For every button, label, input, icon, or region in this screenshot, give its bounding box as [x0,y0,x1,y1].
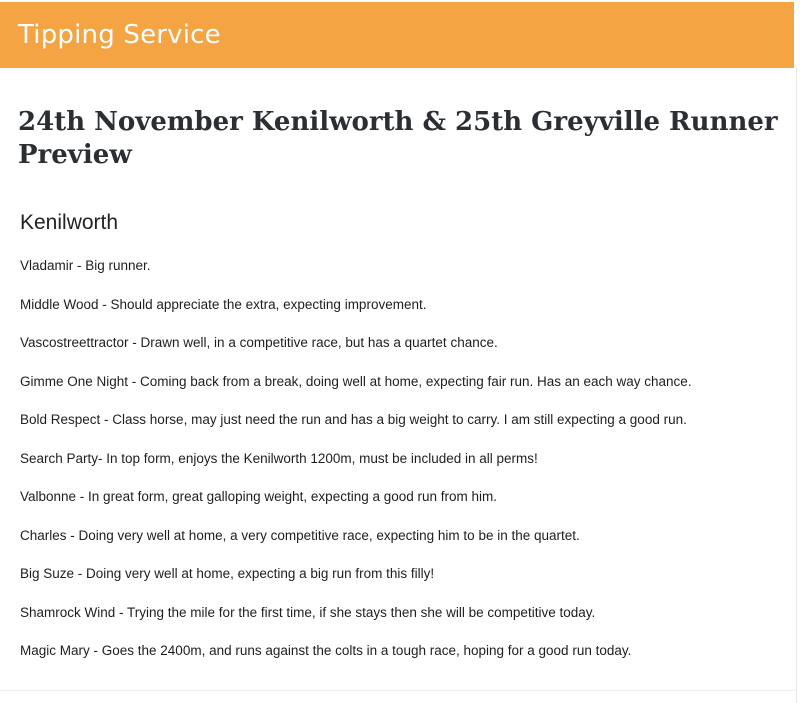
section-heading-kenilworth: Kenilworth [20,211,119,234]
article-title: 24th November Kenilworth & 25th Greyville Runner Preview [18,107,778,170]
runner-item: Middle Wood - Should appreciate the extra, expecting improvement. [20,296,427,312]
runner-item: Vladamir - Big runner. [20,258,151,273]
runner-item: Shamrock Wind - Trying the mile for the first time, if she stays then she will be competitive today. [20,604,596,620]
runner-item: Bold Respect - Class horse, may just need the run and has a big weight to carry. I am still expecting a good run. [20,412,687,427]
runner-item: Gimme One Night - Coming back from a break, doing well at home, expecting fair run. Has an each way chance. [20,373,692,389]
runner-list [20,256,790,680]
runner-item: Search Party- In top form, enjoys the Kenilworth 1200m, must be included in all perms! [20,450,538,466]
runner-item: Magic Mary - Goes the 2400m, and runs against the colts in a tough race, hoping for a good run today. [20,643,632,658]
header-title: Tipping Service [18,20,221,50]
runner-item: Valbonne - In great form, great galloping weight, expecting a good run from him. [20,489,498,504]
bottom-divider [0,690,797,691]
header-bar [0,2,794,68]
content-border [796,68,797,703]
runner-item: Charles - Doing very well at home, a very competitive race, expecting him to be in the quartet. [20,527,580,543]
runner-item: Big Suze - Doing very well at home, expecting a big run from this filly! [20,566,435,581]
runner-item: Vascostreettractor - Drawn well, in a competitive race, but has a quartet chance. [20,335,498,350]
